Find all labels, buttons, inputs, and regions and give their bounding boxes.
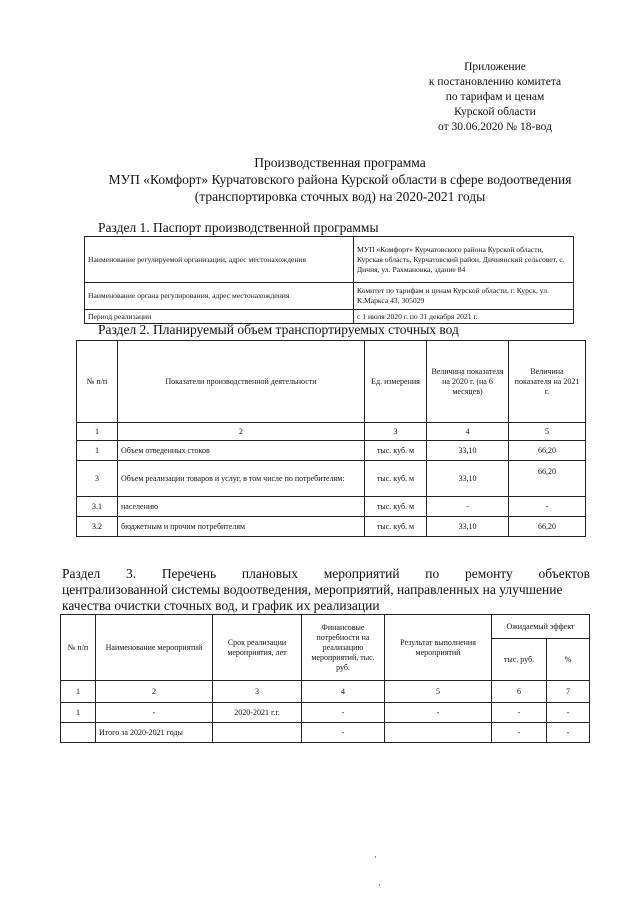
row-num (61, 723, 96, 743)
passport-label: Период реализации (85, 310, 354, 324)
section1-heading: Раздел 1. Паспорт производственной программы (98, 220, 379, 235)
column-number: 1 (77, 423, 118, 441)
row-indicator: бюджетным и прочим потребителям (118, 517, 365, 537)
header-effect-rub: тыс. руб. (492, 639, 547, 681)
row-num: 3.1 (77, 497, 118, 517)
column-number: 7 (547, 681, 590, 703)
table-row (85, 237, 574, 283)
scan-speck: · (374, 852, 377, 862)
column-number: 5 (385, 681, 492, 703)
section3-heading (62, 566, 590, 614)
column-number: 3 (365, 423, 427, 441)
header-result: Результат выполнения мероприятий (385, 615, 492, 681)
row-effect-pct: - (547, 703, 590, 723)
appendix-line: Курской области (454, 106, 536, 118)
row-num: 3.2 (77, 517, 118, 537)
row-2020: - (427, 497, 509, 517)
table-row (85, 283, 574, 310)
row-unit: тыс. куб. м (365, 497, 427, 517)
column-number: 3 (213, 681, 302, 703)
header-effect: Ожидаемый эффект (492, 615, 590, 639)
column-number: 4 (427, 423, 509, 441)
heading-word: объектов (538, 566, 590, 581)
heading-word: 3. (125, 566, 137, 581)
measures-table (60, 614, 590, 743)
volume-table (76, 340, 586, 537)
column-number: 5 (509, 423, 586, 441)
header-name: Наименование мероприятий (96, 615, 213, 681)
row-effect-rub: - (492, 703, 547, 723)
header-effect-pct: % (547, 639, 590, 681)
header-term: Срок реализации мероприятия, лет (213, 615, 302, 681)
row-finance: - (302, 703, 385, 723)
heading-word: мероприятий (323, 566, 400, 581)
section3-heading-line: централизованной системы водоотведения, мероприятий, направленных на улучшение (62, 582, 563, 597)
row-2021: 66,20 (509, 441, 586, 461)
passport-table (84, 236, 574, 324)
passport-value: с 1 июля 2020 г. по 31 декабря 2021 г. (354, 310, 574, 324)
row-result (385, 723, 492, 743)
title-line: МУП «Комфорт» Курчатовского района Курской области в сфере водоотведения (108, 172, 572, 187)
heading-word: по (425, 566, 440, 581)
table-row (77, 497, 586, 517)
heading-word: Раздел (62, 566, 101, 581)
section3-heading-line: качества очистки сточных вод, и график их реализации (62, 598, 380, 613)
row-2021: 66,20 (509, 517, 586, 537)
row-2021: 66,20 (509, 461, 586, 497)
table-row (77, 423, 586, 441)
header-indicator: Показатели производственной деятельности (118, 341, 365, 423)
heading-word: Перечень (161, 566, 217, 581)
row-name: Итого за 2020-2021 годы (96, 723, 213, 743)
row-num: 1 (61, 703, 96, 723)
section2-heading: Раздел 2. Планируемый объем транспортируемых сточных вод (98, 322, 459, 337)
table-header-row (77, 341, 586, 423)
column-number: 2 (118, 423, 365, 441)
heading-word: ремонту (465, 566, 513, 581)
row-term: 2020-2021 г.г. (213, 703, 302, 723)
table-row (77, 461, 586, 497)
header-finance: Финансовые потребности на реализацию мероприятий, тыс. руб. (302, 615, 385, 681)
column-number: 6 (492, 681, 547, 703)
passport-label: Наименование органа регулирования, адрес местонахождения (85, 283, 354, 310)
row-unit: тыс. куб. м (365, 461, 427, 497)
heading-word: плановых (241, 566, 298, 581)
row-indicator: Объем отведенных стоков (118, 441, 365, 461)
column-number: 2 (96, 681, 213, 703)
header-unit: Ед. измерения (365, 341, 427, 423)
row-2020: 33,10 (427, 441, 509, 461)
row-2020: 33,10 (427, 517, 509, 537)
row-effect-rub: - (492, 723, 547, 743)
header-2020: Величина показателя на 2020 г. (на 6 месяцев) (427, 341, 509, 423)
row-unit: тыс. куб. м (365, 517, 427, 537)
table-row (61, 723, 590, 743)
row-2020: 33,10 (427, 461, 509, 497)
table-row (77, 441, 586, 461)
appendix-line: от 30.06.2020 № 18-вод (438, 121, 552, 133)
appendix-block (395, 60, 595, 135)
row-num: 1 (77, 441, 118, 461)
section3-heading-line (62, 566, 590, 582)
row-indicator: населению (118, 497, 365, 517)
appendix-line: к постановлению комитета (428, 76, 562, 88)
header-num: № п/п (77, 341, 118, 423)
header-num: № п/п (61, 615, 96, 681)
column-number: 4 (302, 681, 385, 703)
table-row (61, 681, 590, 703)
row-indicator: Объем реализации товаров и услуг, в том числе по потребителям: (118, 461, 365, 497)
row-result: - (385, 703, 492, 723)
passport-value: Комитет по тарифам и ценам Курской области, г. Курск, ул. К.Маркса 43, 305029 (354, 283, 574, 310)
document-title (40, 154, 640, 205)
table-header-row (61, 615, 590, 639)
appendix-line: Приложение (464, 61, 526, 73)
row-finance: - (302, 723, 385, 743)
row-name: - (96, 703, 213, 723)
row-num: 3 (77, 461, 118, 497)
row-2021: - (509, 497, 586, 517)
passport-value: МУП «Комфорт» Курчатовского района Курской области, Курская область, Курчатовский район, Дичнянский сельсовет, с. Дичня, ул. Рахмановка, здание 84 (354, 237, 574, 283)
title-line: Производственная программа (254, 155, 426, 170)
passport-label: Наименование регулируемой организации, адрес местонахождения (85, 237, 354, 283)
table-row (77, 517, 586, 537)
row-term (213, 723, 302, 743)
title-line: (транспортировка сточных вод) на 2020-2021 годы (194, 189, 486, 204)
appendix-line: по тарифам и ценам (445, 91, 545, 103)
table-row (61, 703, 590, 723)
row-unit: тыс. куб. м (365, 441, 427, 461)
column-number: 1 (61, 681, 96, 703)
scan-speck: · (378, 880, 381, 890)
header-2021: Величина показателя на 2021 г. (509, 341, 586, 423)
row-effect-pct: - (547, 723, 590, 743)
